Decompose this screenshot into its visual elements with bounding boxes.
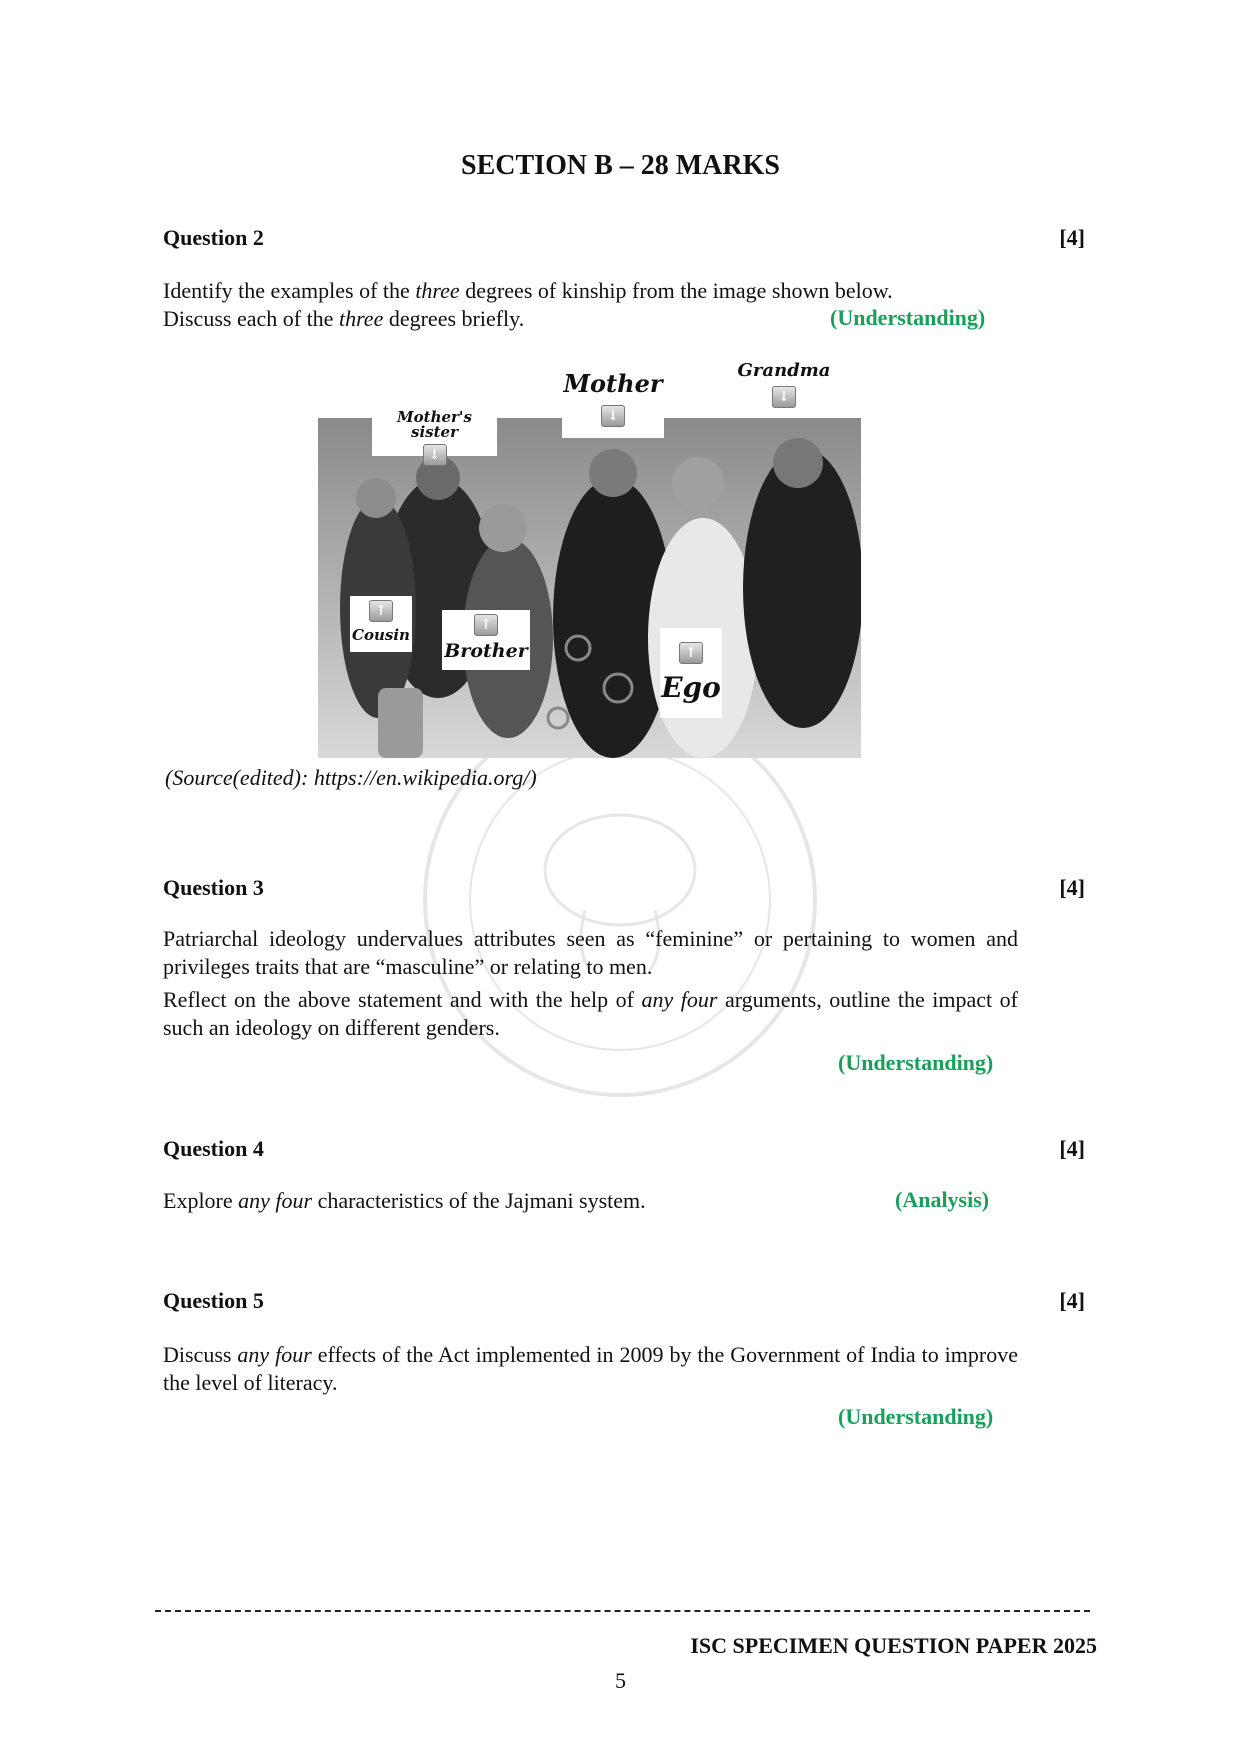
question-5-text: Discuss any four effects of the Act implemented in 2009 by the Government of India to improve the level of literacy. xyxy=(163,1342,1018,1395)
question-2-skill-tag: (Understanding) xyxy=(830,305,986,330)
question-3-instruction: Reflect on the above statement and with the help of any four arguments, outline the impact of such an ideology on different genders. xyxy=(163,987,1018,1040)
question-2-marks: [4] xyxy=(1059,225,1085,250)
label-mother: Mother ↓ xyxy=(562,368,664,438)
arrow-down-icon: ↓ xyxy=(772,386,796,408)
question-4-text: Explore any four characteristics of the Jajmani system. xyxy=(163,1188,646,1213)
page-number: 5 xyxy=(615,1668,626,1693)
arrow-up-icon: ↑ xyxy=(679,642,703,664)
question-3-statement: Patriarchal ideology undervalues attributes seen as “feminine” or pertaining to women and privileges traits that are “masculine” or relating to men. xyxy=(163,926,1018,979)
label-ego: ↑ Ego xyxy=(660,628,722,718)
label-brother: ↑ Brother xyxy=(442,610,530,670)
footer-title: ISC SPECIMEN QUESTION PAPER 2025 xyxy=(690,1633,1097,1658)
arrow-up-icon: ↑ xyxy=(474,614,498,636)
question-2-title: Question 2 xyxy=(163,225,264,250)
question-4-marks: [4] xyxy=(1059,1136,1085,1161)
question-5-marks: [4] xyxy=(1059,1288,1085,1313)
arrow-up-icon: ↑ xyxy=(369,600,393,622)
label-grandma: Grandma ↓ xyxy=(736,360,832,416)
question-4-title: Question 4 xyxy=(163,1136,264,1161)
question-2-line-1: Identify the examples of the three degrees of kinship from the image shown below. xyxy=(163,278,893,303)
question-2-line-2: Discuss each of the three degrees briefly. xyxy=(163,306,525,331)
question-3-marks: [4] xyxy=(1059,875,1085,900)
question-3-skill-tag: (Understanding) xyxy=(838,1050,994,1075)
question-2-text xyxy=(163,277,1018,305)
question-3-title: Question 3 xyxy=(163,875,264,900)
question-5-skill-tag: (Understanding) xyxy=(838,1404,994,1429)
arrow-down-icon: ↓ xyxy=(601,405,625,427)
arrow-down-icon: ↓ xyxy=(423,444,447,466)
kinship-family-photo xyxy=(318,418,861,758)
label-mothers-sister: Mother's sister ↓ xyxy=(372,406,497,456)
image-source-caption: (Source(edited): https://en.wikipedia.org/) xyxy=(165,765,537,790)
question-5-title: Question 5 xyxy=(163,1288,264,1313)
footer-divider xyxy=(155,1610,1090,1612)
label-cousin: ↑ Cousin xyxy=(350,596,412,652)
section-heading: SECTION B – 28 MARKS xyxy=(461,150,780,181)
question-4-skill-tag: (Analysis) xyxy=(895,1187,990,1212)
